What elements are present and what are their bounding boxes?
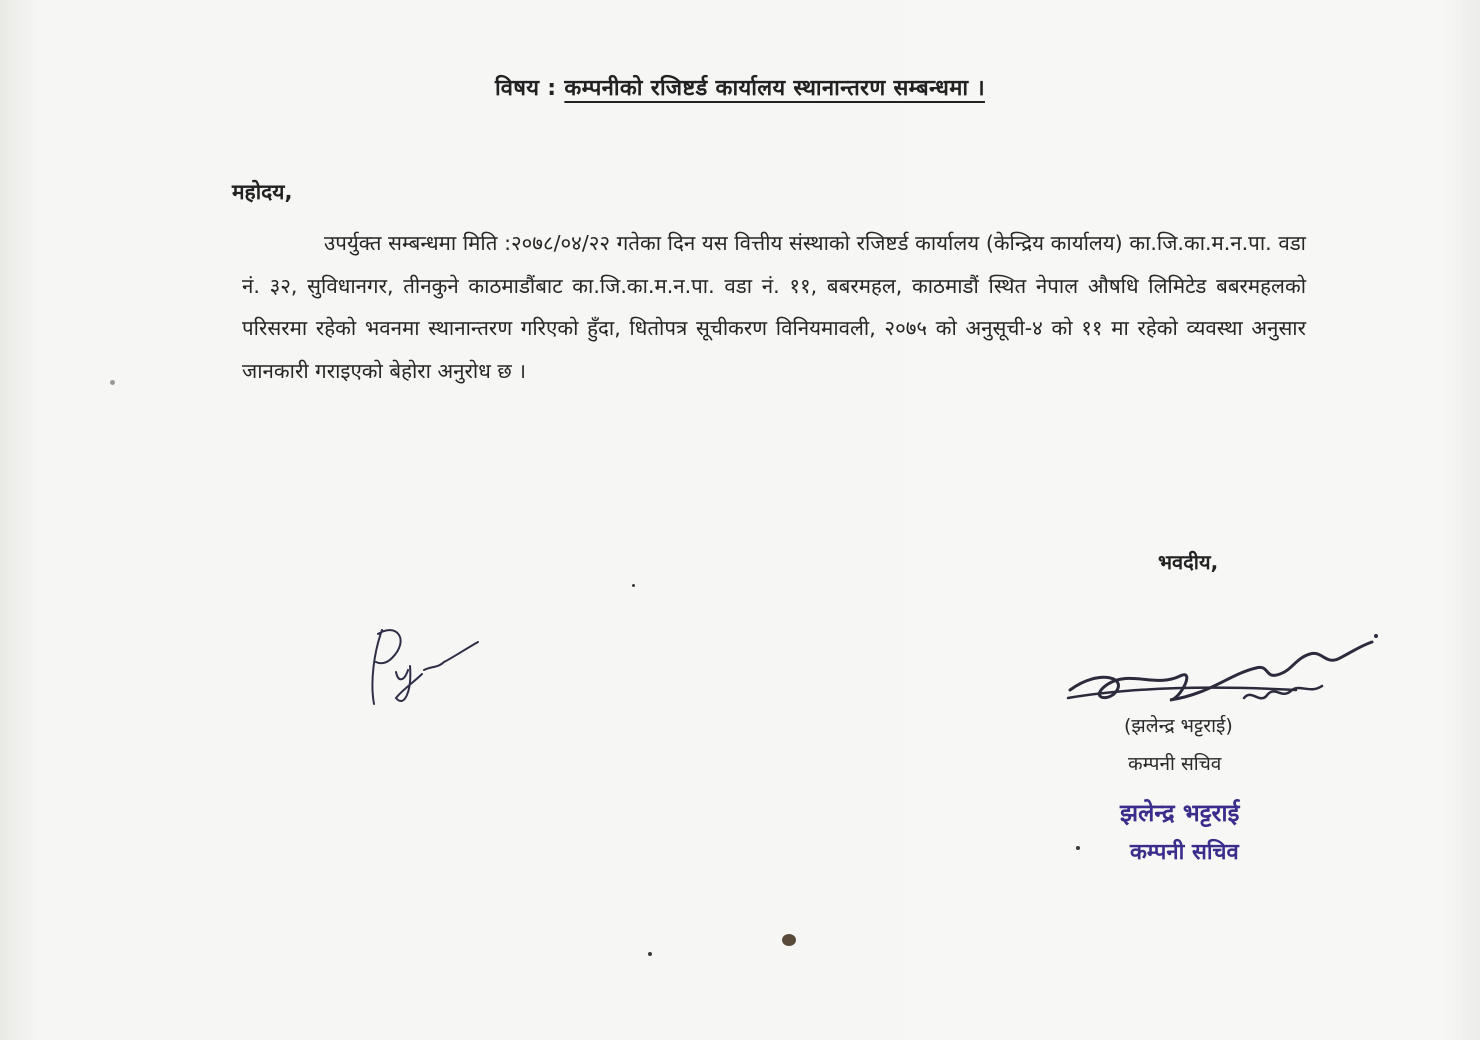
signatory-name: (झलेन्द्र भट्टराई) — [1124, 715, 1233, 737]
stamp-name: झलेन्द्र भट्टराई — [1120, 799, 1240, 827]
closing: भवदीय, — [1158, 550, 1219, 574]
scan-speck — [648, 952, 652, 956]
signatory-title: कम्पनी सचिव — [1128, 753, 1222, 775]
salutation: महोदय, — [232, 180, 293, 204]
subject-line — [0, 72, 1480, 102]
letter-body: उपर्युक्त सम्बन्धमा मिति :२०७८/०४/२२ गतेका दिन यस वित्तीय संस्थाको रजिष्टर्ड कार्यालय (केन्द्रिय कार्यालय) का.जि.का.म.न.पा. वडा नं. ३२, सुविधानगर, तीनकुने काठमाडौंबाट का.जि.का.म.न.पा. वडा नं. ११, बबरमहल, काठमाडौं स्थित नेपाल औषधि लिमिटेड बबरमहलको परिसरमा रहेको भवनमा स्थानान्तरण गरिएको हुँदा, धितोपत्र सूचीकरण विनियमावली, २०७५ को अनुसूची-४ को ११ मा रहेको व्यवस्था अनुसार जानकारी गराइएको बेहोरा अनुरोध छ । — [242, 231, 1306, 383]
scan-speck — [110, 380, 115, 385]
scan-speck — [632, 584, 635, 587]
secretary-signature — [1060, 628, 1390, 718]
scan-speck — [1076, 846, 1080, 850]
subject-text: कम्पनीको रजिष्टर्ड कार्यालय स्थानान्तरण सम्बन्धमा । — [564, 76, 985, 101]
subject-label: विषय : — [495, 76, 557, 101]
scan-speck — [782, 934, 796, 946]
stamp-title: कम्पनी सचिव — [1130, 840, 1239, 865]
initials-signature — [352, 612, 492, 712]
